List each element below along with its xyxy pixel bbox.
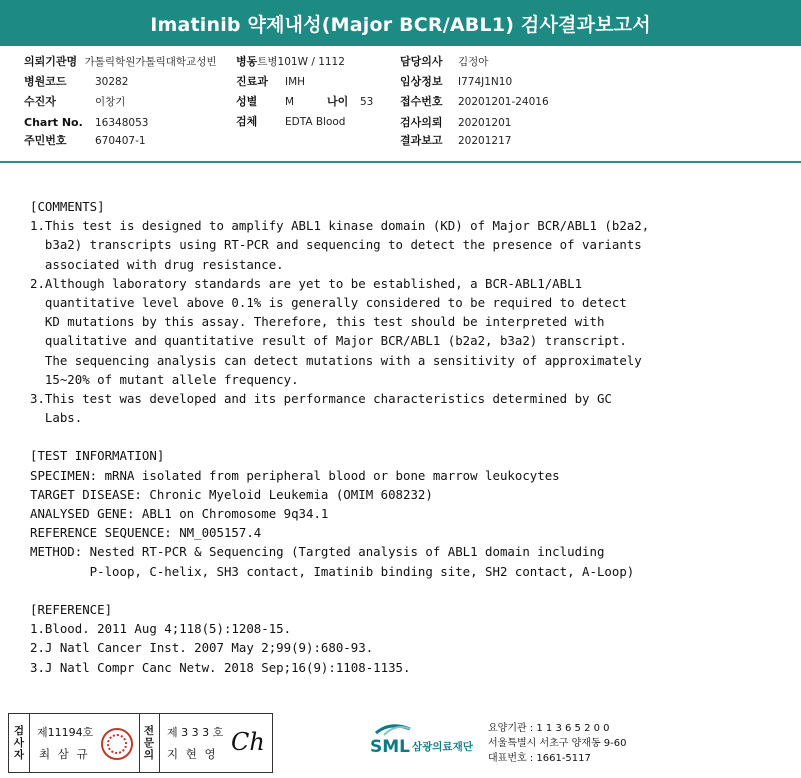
report-line: Labs. [30, 410, 83, 426]
report-line: 1.This test is designed to amplify ABL1 kinase domain (KD) of Major BCR/ABL1 (b2a2, [30, 218, 650, 234]
report-line: SPECIMEN: mRNA isolated from peripheral blood or bone marrow leukocytes [30, 467, 560, 483]
report-line: associated with drug resistance. [30, 256, 284, 272]
report-line: [TEST INFORMATION] [30, 448, 165, 464]
approver-signature: Ch [231, 728, 265, 756]
info-hospital-code: 병원코드 30282 [24, 75, 129, 88]
blank-line [30, 427, 790, 446]
report-body [30, 197, 790, 677]
organization-info [488, 721, 627, 766]
report-line: ANALYSED GENE: ABL1 on Chromosome 9q34.1 [30, 506, 329, 521]
report-line: 15~20% of mutant allele frequency. [30, 371, 299, 387]
report-line: [COMMENTS] [30, 199, 105, 214]
info-receipt-no: 접수번호 20201201-24016 [400, 95, 549, 108]
info-age: 나이 53 [327, 95, 374, 108]
report-line: b3a2) transcripts using RT-PCR and sequencing to detect the presence of variants [30, 237, 642, 253]
info-patient-name: 수진자 이창기 [24, 95, 126, 108]
info-clinical: 임상정보 I774J1N10 [400, 75, 513, 88]
report-line: TARGET DISEASE: Chronic Myeloid Leukemia (OMIM 608232) [30, 486, 433, 502]
info-ward: 병동트병101W / 1112 [236, 55, 345, 68]
report-line: The sequencing analysis can detect mutations with a sensitivity of approximately [30, 352, 642, 368]
info-report-date: 결과보고 20201217 [400, 134, 512, 147]
examiner-label: 검 사 자 [13, 725, 25, 761]
report-title-bar [0, 0, 801, 46]
examiner-seal-icon [101, 728, 133, 760]
info-request-date: 검사의뢰 20201201 [400, 116, 512, 129]
info-department: 진료과 IMH [236, 75, 306, 88]
approver-label: 전 문 의 [143, 725, 155, 761]
report-line: 1.Blood. 2011 Aug 4;118(5):1208-15. [30, 621, 292, 637]
logo-text: SML [370, 737, 410, 757]
divider [139, 714, 140, 772]
report-line: 2.J Natl Cancer Inst. 2007 May 2;99(9):680-93. [30, 640, 374, 656]
approver-name: 지 현 영 [167, 747, 218, 761]
logo-org: 삼광의료재단 [412, 741, 473, 753]
info-requesting-institution: 의뢰기관명 가톨릭학원가톨릭대학교성빈 [24, 55, 217, 68]
divider [29, 714, 30, 772]
info-sex: 성별 M [236, 95, 295, 108]
report-line: 2.Although laboratory standards are yet to be established, a BCR-ABL1/ABL1 [30, 275, 583, 291]
examiner-license: 제11194호 [37, 726, 94, 739]
info-doctor: 담당의사 김정아 [400, 55, 489, 68]
approver-license: 제 3 3 3 호 [167, 726, 224, 739]
report-line: 3.J Natl Compr Canc Netw. 2018 Sep;16(9):1108-1135. [30, 659, 411, 675]
report-line: qualitative and quantitative result of Major BCR/ABL1 (b2a2, b3a2) transcript. [30, 333, 627, 349]
org-line: 서울특별시 서초구 양재동 9-60 [488, 738, 627, 749]
blank-line [30, 581, 790, 600]
report-footer [4, 713, 801, 773]
org-line: 요양기관 : 1 1 3 6 5 2 0 0 [488, 723, 610, 734]
report-line: P-loop, C-helix, SH3 contact, Imatinib binding site, SH2 contact, A-Loop) [30, 563, 635, 579]
info-resident-no: 주민번호 670407-1 [24, 134, 146, 147]
report-line: REFERENCE SEQUENCE: NM_005157.4 [30, 525, 262, 541]
divider [159, 714, 160, 772]
report-line: METHOD: Nested RT-PCR & Sequencing (Targted analysis of ABL1 domain including [30, 544, 605, 560]
report-title: Imatinib 약제내성(Major BCR/ABL1) 검사결과보고서 [150, 13, 651, 36]
signature-box [8, 713, 273, 773]
info-specimen: 검체 EDTA Blood [236, 115, 346, 128]
patient-info-header [24, 55, 794, 155]
header-divider [0, 161, 801, 163]
report-line: [REFERENCE] [30, 601, 113, 617]
org-line: 대표번호 : 1661-5117 [488, 753, 591, 764]
info-chart-no: Chart No. 16348053 [24, 116, 149, 129]
report-line: quantitative level above 0.1% is generally considered to be required to detect [30, 294, 627, 310]
examiner-name: 최 삼 규 [39, 747, 90, 761]
report-line: 3.This test was developed and its performance characteristics determined by GC [30, 390, 612, 406]
report-line: KD mutations by this assay. Therefore, this test should be interpreted with [30, 314, 605, 330]
